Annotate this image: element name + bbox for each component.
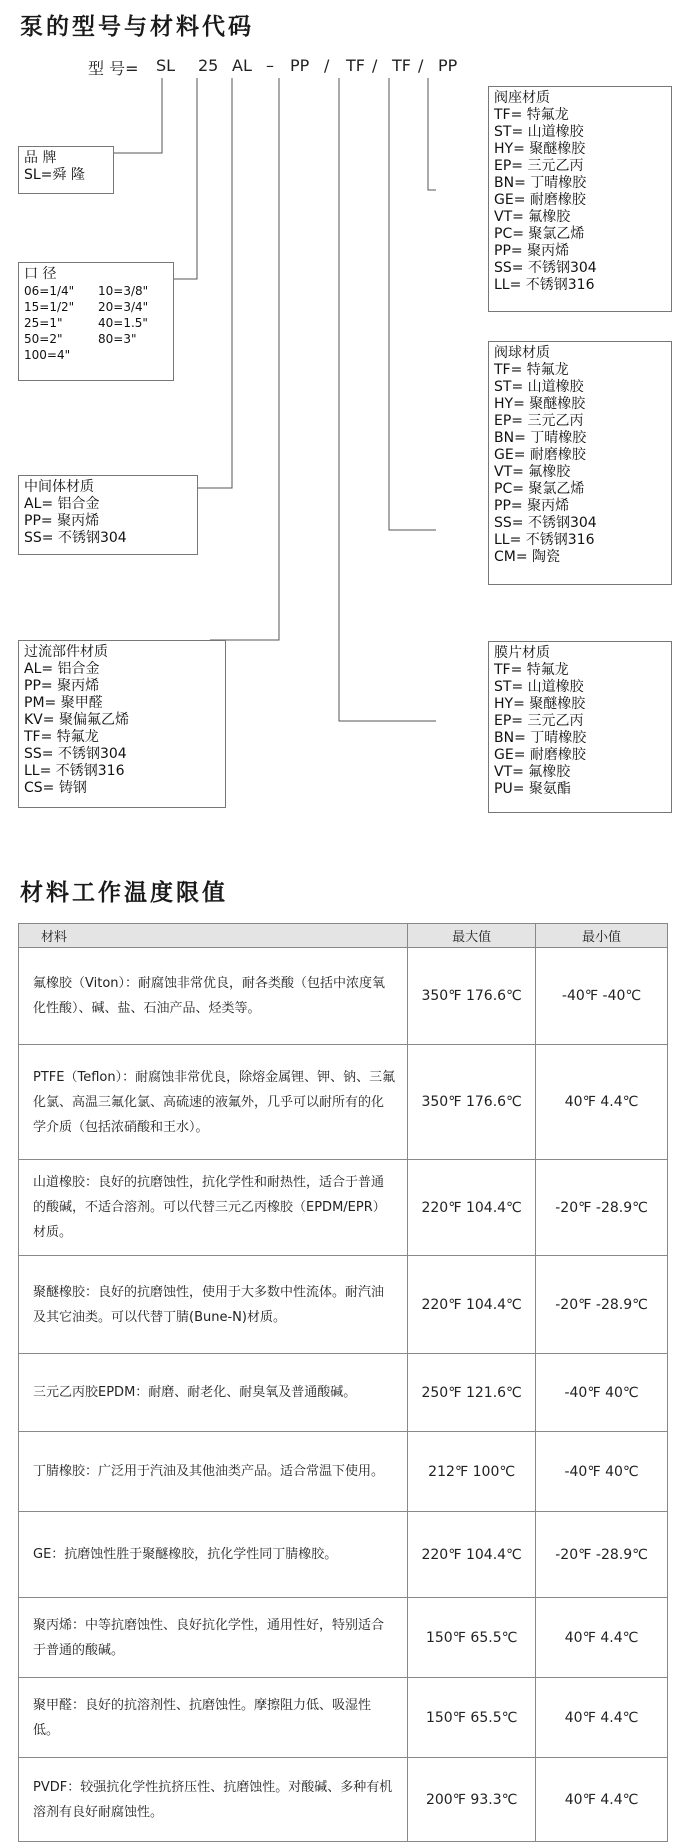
table-row xyxy=(19,1758,668,1842)
cell-max: 150℉ 65.5℃ xyxy=(408,1678,536,1758)
cell-max: 220℉ 104.4℃ xyxy=(408,1160,536,1256)
cell-max: 250℉ 121.6℃ xyxy=(408,1354,536,1432)
model-part-ball: TF xyxy=(392,56,411,75)
diaphragm-material-row: PU= 聚氨酯 xyxy=(494,781,571,797)
cell-max: 212℉ 100℃ xyxy=(408,1432,536,1512)
ball-material-row: PP= 聚丙烯 xyxy=(494,498,570,514)
brand-box-title: 品 牌 xyxy=(24,150,57,166)
seat-material-box xyxy=(488,86,672,312)
seat-material-row: EP= 三元乙丙 xyxy=(494,158,584,174)
model-part-slash-1: / xyxy=(324,56,330,75)
model-part-wetted: PP xyxy=(290,56,310,75)
ball-material-row: LL= 不锈钢316 xyxy=(494,532,595,548)
caliber-option: 15=1/2" xyxy=(24,300,75,314)
brand-box-row: SL=舜 隆 xyxy=(24,167,85,183)
seat-material-row: PP= 聚丙烯 xyxy=(494,243,570,259)
caliber-box xyxy=(18,262,174,381)
cell-material: 聚丙烯：中等抗磨蚀性、良好抗化学性，通用性好，特别适合于普通的酸碱。 xyxy=(19,1598,408,1678)
body-material-row: AL= 铝合金 xyxy=(24,496,100,512)
diaphragm-material-row: TF= 特氟龙 xyxy=(494,662,569,678)
cell-min: -20℉ -28.9℃ xyxy=(536,1512,668,1598)
caliber-option: 40=1.5" xyxy=(98,316,148,330)
cell-min: 40℉ 4.4℃ xyxy=(536,1598,668,1678)
cell-max: 350℉ 176.6℃ xyxy=(408,1045,536,1160)
model-part-caliber: 25 xyxy=(198,56,219,75)
ball-material-row: SS= 不锈钢304 xyxy=(494,515,597,531)
cell-min: -20℉ -28.9℃ xyxy=(536,1256,668,1354)
seat-material-title: 阀座材质 xyxy=(494,90,550,106)
ball-material-box xyxy=(488,341,672,585)
caliber-option: 06=1/4" xyxy=(24,284,75,298)
table-row xyxy=(19,1512,668,1598)
connector-brand xyxy=(97,78,162,153)
cell-material: PVDF：较强抗化学性抗挤压性、抗磨蚀性。对酸碱、多种有机溶剂有良好耐腐蚀性。 xyxy=(19,1758,408,1842)
seat-material-row: GE= 耐磨橡胶 xyxy=(494,192,586,208)
caliber-option: 100=4" xyxy=(24,348,71,362)
ball-material-row: EP= 三元乙丙 xyxy=(494,413,584,429)
wetted-material-row: PM= 聚甲醛 xyxy=(24,695,103,711)
caliber-option: 25=1" xyxy=(24,316,63,330)
cell-max: 220℉ 104.4℃ xyxy=(408,1256,536,1354)
table-row xyxy=(19,1432,668,1512)
model-part-slash-3: / xyxy=(418,56,424,75)
table-row xyxy=(19,1160,668,1256)
ball-material-row: PC= 聚氯乙烯 xyxy=(494,481,585,497)
temperature-limit-table xyxy=(18,923,668,1842)
diaphragm-material-title: 膜片材质 xyxy=(494,645,550,661)
seat-material-row: TF= 特氟龙 xyxy=(494,107,569,123)
brand-box xyxy=(18,146,114,194)
cell-material: 丁腈橡胶：广泛用于汽油及其他油类产品。适合常温下使用。 xyxy=(19,1432,408,1512)
wetted-material-row: LL= 不锈钢316 xyxy=(24,763,125,779)
cell-material: 氟橡胶（Viton）：耐腐蚀非常优良，耐各类酸（包括中浓度氧化性酸）、碱、盐、石油产品、烃类等。 xyxy=(19,948,408,1045)
seat-material-row: PC= 聚氯乙烯 xyxy=(494,226,585,242)
table-row xyxy=(19,948,668,1045)
cell-max: 150℉ 65.5℃ xyxy=(408,1598,536,1678)
table-header-row xyxy=(19,924,668,948)
model-part-body: AL xyxy=(232,56,252,75)
caliber-option: 10=3/8" xyxy=(98,284,149,298)
table-row xyxy=(19,1256,668,1354)
wetted-material-row: KV= 聚偏氟乙烯 xyxy=(24,712,129,728)
model-part-brand: SL xyxy=(156,56,176,75)
wetted-material-row: PP= 聚丙烯 xyxy=(24,678,100,694)
col-header-material: 材料 xyxy=(19,924,408,948)
cell-min: -40℉ 40℃ xyxy=(536,1354,668,1432)
caliber-option: 20=3/4" xyxy=(98,300,149,314)
body-material-row: PP= 聚丙烯 xyxy=(24,513,100,529)
wetted-material-row: SS= 不锈钢304 xyxy=(24,746,127,762)
section-title-temperature-limits: 材料工作温度限值 xyxy=(20,880,228,906)
caliber-option: 80=3" xyxy=(98,332,137,346)
cell-max: 220℉ 104.4℃ xyxy=(408,1512,536,1598)
diaphragm-material-row: EP= 三元乙丙 xyxy=(494,713,584,729)
diaphragm-material-row: BN= 丁晴橡胶 xyxy=(494,730,587,746)
body-material-box xyxy=(18,475,198,555)
caliber-option: 50=2" xyxy=(24,332,63,346)
table-row xyxy=(19,1354,668,1432)
col-header-min: 最小值 xyxy=(536,924,668,948)
cell-min: 40℉ 4.4℃ xyxy=(536,1758,668,1842)
connector-wetted xyxy=(210,78,279,640)
caliber-box-title: 口 径 xyxy=(24,266,57,282)
cell-material: GE：抗磨蚀性胜于聚醚橡胶，抗化学性同丁腈橡胶。 xyxy=(19,1512,408,1598)
cell-material: PTFE（Teflon）：耐腐蚀非常优良，除熔金属锂、钾、钠、三氟化氯、高温三氟化氯、高硫速的液氟外，几乎可以耐所有的化学介质（包括浓硝酸和王水）。 xyxy=(19,1045,408,1160)
cell-min: 40℉ 4.4℃ xyxy=(536,1678,668,1758)
caliber-grid xyxy=(24,283,168,363)
cell-min: -40℉ 40℃ xyxy=(536,1432,668,1512)
connector-diaphragm xyxy=(339,78,436,721)
model-label: 型 号= xyxy=(88,59,139,78)
table-row xyxy=(19,1678,668,1758)
ball-material-row: CM= 陶瓷 xyxy=(494,549,561,565)
cell-max: 350℉ 176.6℃ xyxy=(408,948,536,1045)
seat-material-row: SS= 不锈钢304 xyxy=(494,260,597,276)
table-body xyxy=(19,948,668,1842)
model-part-seat: PP xyxy=(438,56,458,75)
table-row xyxy=(19,1598,668,1678)
wetted-material-row: TF= 特氟龙 xyxy=(24,729,99,745)
wetted-material-row: CS= 铸钢 xyxy=(24,780,87,796)
cell-material: 聚甲醛：良好的抗溶剂性、抗磨蚀性。摩擦阻力低、吸湿性低。 xyxy=(19,1678,408,1758)
body-material-title: 中间体材质 xyxy=(24,479,94,495)
cell-min: -40℉ -40℃ xyxy=(536,948,668,1045)
cell-material: 山道橡胶：良好的抗磨蚀性，抗化学性和耐热性，适合于普通的酸碱，不适合溶剂。可以代替三元乙丙橡胶（EPDM/EPR）材质。 xyxy=(19,1160,408,1256)
ball-material-row: BN= 丁晴橡胶 xyxy=(494,430,587,446)
diaphragm-material-row: VT= 氟橡胶 xyxy=(494,764,571,780)
cell-max: 200℉ 93.3℃ xyxy=(408,1758,536,1842)
seat-material-row: HY= 聚醚橡胶 xyxy=(494,141,586,157)
connector-seat xyxy=(428,78,436,190)
wetted-material-box xyxy=(18,640,226,808)
cell-material: 聚醚橡胶：良好的抗磨蚀性，使用于大多数中性流体。耐汽油及其它油类。可以代替丁腈(Bune-N)材质。 xyxy=(19,1256,408,1354)
cell-min: 40℉ 4.4℃ xyxy=(536,1045,668,1160)
ball-material-row: ST= 山道橡胶 xyxy=(494,379,584,395)
seat-material-row: ST= 山道橡胶 xyxy=(494,124,584,140)
body-material-row: SS= 不锈钢304 xyxy=(24,530,127,546)
seat-material-row: VT= 氟橡胶 xyxy=(494,209,571,225)
ball-material-title: 阀球材质 xyxy=(494,345,550,361)
seat-material-row: LL= 不锈钢316 xyxy=(494,277,595,293)
diaphragm-material-row: ST= 山道橡胶 xyxy=(494,679,584,695)
cell-material: 三元乙丙胶EPDM：耐磨、耐老化、耐臭氧及普通酸碱。 xyxy=(19,1354,408,1432)
ball-material-row: TF= 特氟龙 xyxy=(494,362,569,378)
table-row xyxy=(19,1045,668,1160)
connector-caliber xyxy=(150,78,197,279)
ball-material-row: HY= 聚醚橡胶 xyxy=(494,396,586,412)
wetted-material-row: AL= 铝合金 xyxy=(24,661,100,677)
connector-ball xyxy=(389,78,436,530)
wetted-material-title: 过流部件材质 xyxy=(24,644,108,660)
model-part-dash: – xyxy=(266,56,274,75)
model-part-slash-2: / xyxy=(372,56,378,75)
model-part-diaphragm: TF xyxy=(346,56,365,75)
cell-min: -20℉ -28.9℃ xyxy=(536,1160,668,1256)
ball-material-row: VT= 氟橡胶 xyxy=(494,464,571,480)
diaphragm-material-box xyxy=(488,641,672,813)
ball-material-row: GE= 耐磨橡胶 xyxy=(494,447,586,463)
seat-material-row: BN= 丁晴橡胶 xyxy=(494,175,587,191)
diaphragm-material-row: HY= 聚醚橡胶 xyxy=(494,696,586,712)
connector-body xyxy=(175,78,232,488)
diaphragm-material-row: GE= 耐磨橡胶 xyxy=(494,747,586,763)
section-title-model-codes: 泵的型号与材料代码 xyxy=(20,14,254,40)
col-header-max: 最大值 xyxy=(408,924,536,948)
